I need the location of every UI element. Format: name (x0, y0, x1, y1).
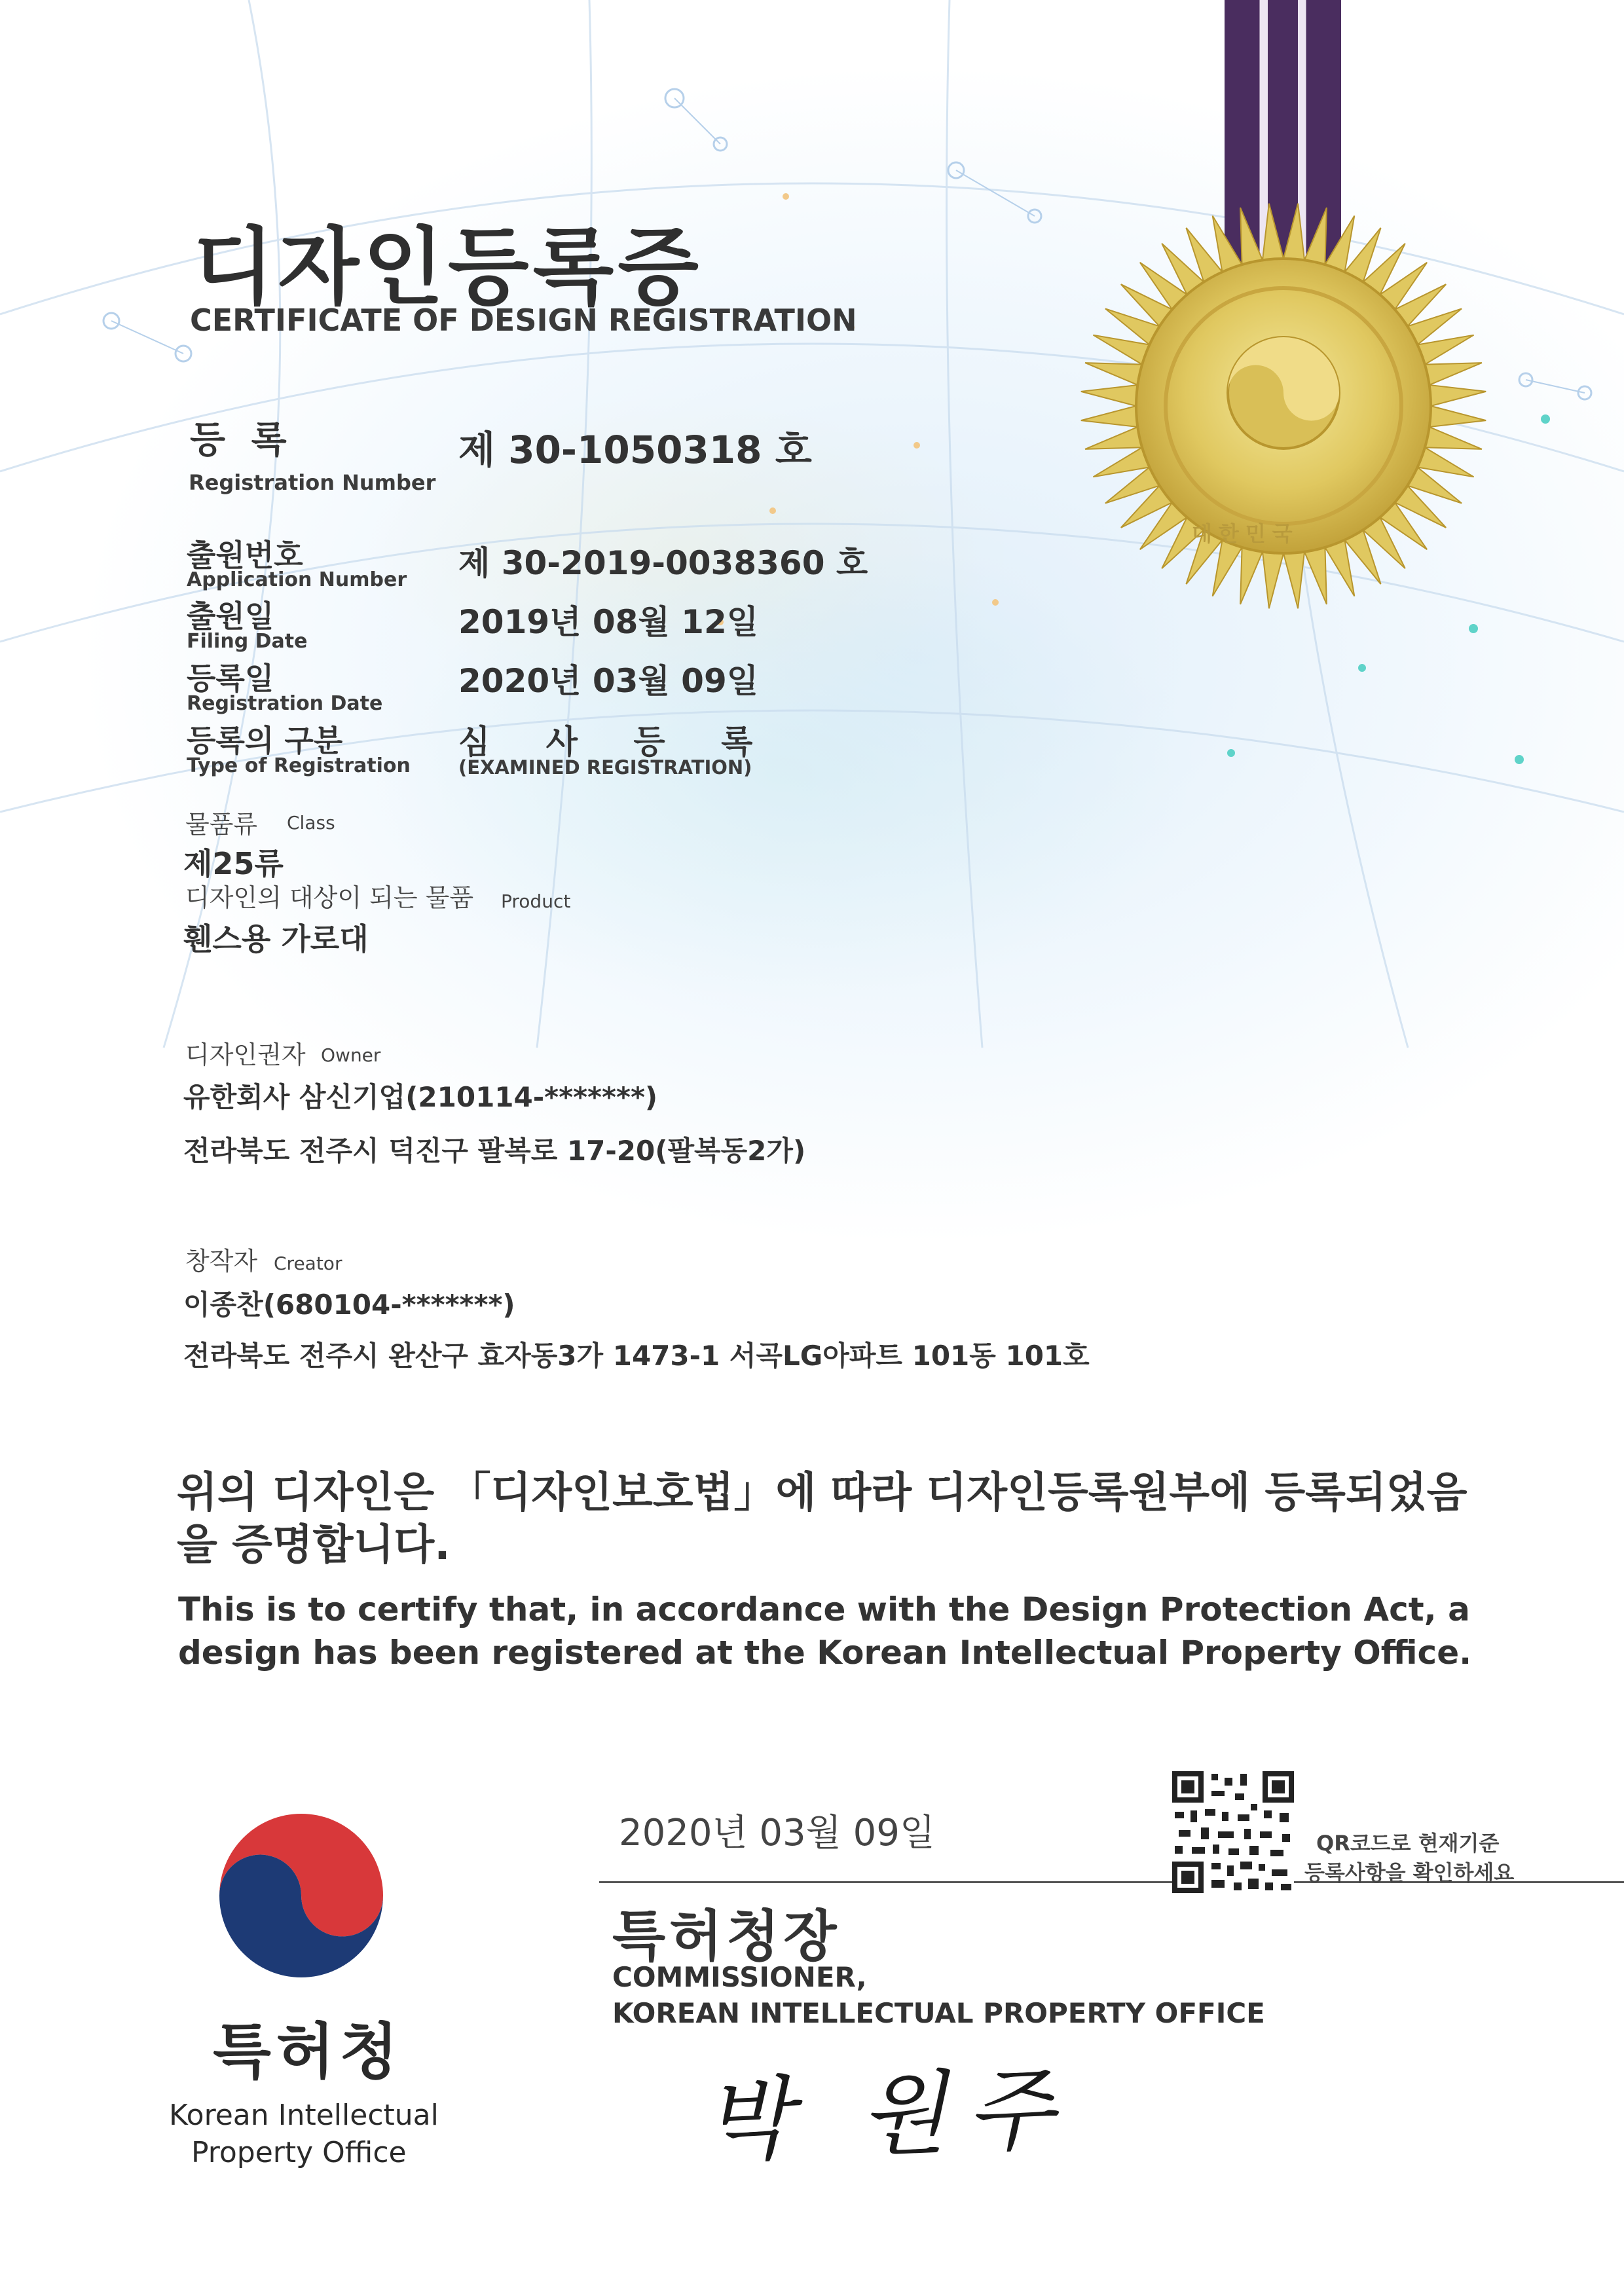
creator-name: 이종찬(680104-*******) (183, 1289, 515, 1321)
registration-type-label-en: Type of Registration (187, 754, 411, 777)
commissioner-title-korean: 특허청장 (612, 1904, 841, 1968)
certification-statement-english: This is to certify that, in accordance with the Design Protection Act, a design has been registered at the Korean Intellectual Property Office. (178, 1590, 1472, 1672)
qr-note-line2: 등록사항을 확인하세요 (1304, 1860, 1515, 1885)
application-number-label-en: Application Number (187, 568, 407, 591)
creator-address: 전라북도 전주시 완산구 효자동3가 1473-1 서곡LG아파트 101동 101호 (183, 1340, 1090, 1372)
commissioner-title-english-line2: KOREAN INTELLECTUAL PROPERTY OFFICE (612, 1997, 1265, 2029)
registration-date-label-en: Registration Date (187, 692, 383, 715)
registration-type-label: 등록의 구분 (187, 723, 343, 758)
title-korean: 디자인등록증 (193, 219, 703, 316)
gold-seal-emblem (1074, 196, 1493, 615)
application-number-label: 출원번호 (187, 538, 303, 573)
owner-label-en: Owner (321, 1044, 381, 1066)
registration-number-value: 제 30-1050318 호 (458, 428, 812, 472)
qr-code[interactable] (1172, 1771, 1294, 1893)
commissioner-title-english-line1: COMMISSIONER, (612, 1961, 867, 1993)
office-name-english-line1: Korean Intellectual (169, 2099, 439, 2132)
class-label: 물품류 (185, 810, 258, 839)
registration-date-value: 2020년 03월 09일 (458, 662, 759, 700)
application-number-value: 제 30-2019-0038360 호 (458, 544, 868, 582)
owner-name: 유한회사 삼신기업(210114-*******) (183, 1081, 658, 1113)
creator-label-en: Creator (274, 1253, 342, 1274)
registration-type-value: 심 사 등 록 (458, 723, 775, 761)
registration-date-label: 등록일 (187, 661, 274, 696)
class-value: 제25류 (183, 846, 284, 881)
commissioner-signature: 박 원주 (702, 2056, 1075, 2175)
registration-number-label-en: Registration Number (189, 470, 436, 495)
registration-number-label: 등 록 (190, 419, 293, 462)
certification-statement-korean: 위의 디자인은 「디자인보호법」에 따라 디자인등록원부에 등록되었음을 증명합니다. (177, 1469, 1467, 1570)
creator-label: 창작자 (185, 1247, 258, 1276)
product-label-en: Product (501, 890, 571, 912)
issue-date: 2020년 03월 09일 (619, 1812, 935, 1854)
filing-date-label-en: Filing Date (187, 630, 308, 653)
product-value: 휀스용 가로대 (183, 921, 369, 957)
owner-address: 전라북도 전주시 덕진구 팔복로 17-20(팔복동2가) (183, 1135, 806, 1167)
title-english: CERTIFICATE OF DESIGN REGISTRATION (190, 303, 857, 338)
registration-type-value-en: (EXAMINED REGISTRATION) (458, 756, 752, 779)
owner-label: 디자인권자 (185, 1040, 306, 1069)
class-label-en: Class (287, 812, 335, 834)
kipo-taegeuk-logo (206, 1797, 396, 1987)
product-label: 디자인의 대상이 되는 물품 (185, 883, 474, 912)
qr-note-line1: QR코드로 현재기준 (1316, 1831, 1500, 1856)
office-name-english-line2: Property Office (191, 2136, 407, 2169)
office-name-korean: 특허청 (213, 2017, 403, 2087)
filing-date-value: 2019년 08월 12일 (458, 603, 759, 641)
seal-text: 대한민국 (1192, 521, 1299, 546)
filing-date-label: 출원일 (187, 598, 274, 634)
